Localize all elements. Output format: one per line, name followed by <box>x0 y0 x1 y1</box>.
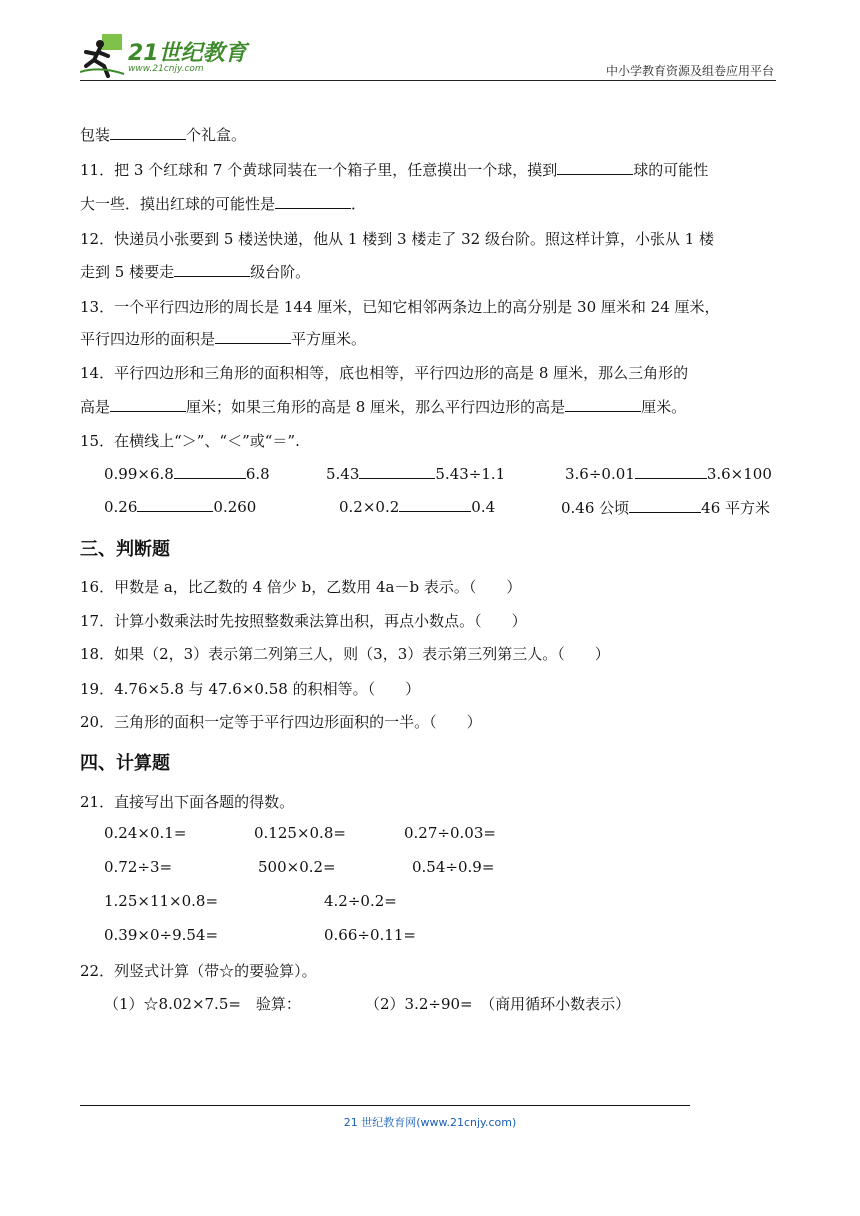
answer-blank <box>110 125 186 140</box>
calc-item: 0.24×0.1= <box>104 824 187 842</box>
text: 高是 <box>80 398 111 416</box>
site-logo <box>80 30 250 80</box>
compare-item <box>104 464 270 483</box>
question-19: 19．4.76×5.8 与 47.6×0.58 的积相等。（ ） <box>80 680 421 698</box>
answer-blank <box>215 329 291 344</box>
question-22: 22．列竖式计算（带☆的要验算）。 <box>80 962 317 980</box>
answer-blank <box>174 464 246 479</box>
answer-blank <box>275 194 351 209</box>
answer-blank <box>110 397 186 412</box>
footer-text: 21 世纪教育网(www.21cnjy.com) <box>343 1116 517 1129</box>
question-13-line-1: 13．一个平行四边形的周长是 144 厘米，已知它相邻两条边上的高分别是 30 厘米和 24 厘米， <box>80 298 720 316</box>
question-12-line-1: 12．快递员小张要到 5 楼送快递，他从 1 楼到 3 楼走了 32 级台阶。照这样计算，小张从 1 楼 <box>80 230 715 248</box>
section-3-heading: 三、判断题 <box>80 539 170 560</box>
calc-item: 0.125×0.8= <box>254 824 346 842</box>
header-divider <box>80 80 776 81</box>
text: 厘米；如果三角形的高是 8 厘米，那么平行四边形的高是 <box>186 398 566 416</box>
calc-item: 4.2÷0.2= <box>324 892 397 910</box>
calc-item: 0.54÷0.9= <box>412 858 495 876</box>
answer-blank <box>137 497 213 512</box>
question-20: 20．三角形的面积一定等于平行四边形面积的一半。（ ） <box>80 713 482 731</box>
compare-item <box>339 497 495 516</box>
text: 大一些．摸出红球的可能性是 <box>80 195 276 213</box>
text: 包装 <box>80 126 111 144</box>
compare-item <box>104 497 256 516</box>
logo-url: www.21cnjy.com <box>128 64 204 74</box>
question-14-line-1: 14．平行四边形和三角形的面积相等，底也相等，平行四边形的高是 8 厘米，那么三角形的 <box>80 364 689 382</box>
answer-blank <box>629 498 701 513</box>
question-21: 21．直接写出下面各题的得数。 <box>80 793 295 811</box>
question-16: 16．甲数是 a，比乙数的 4 倍少 b，乙数用 4a－b 表示。（ ） <box>80 578 522 596</box>
compare-item <box>326 464 505 483</box>
compare-left: 5.43 <box>326 465 360 483</box>
answer-blank <box>557 160 633 175</box>
calc-item: 1.25×11×0.8= <box>104 892 219 910</box>
compare-right: 6.8 <box>245 465 270 483</box>
question-11-line-2 <box>80 193 366 214</box>
compare-left: 0.2×0.2 <box>339 498 400 516</box>
compare-left: 0.99×6.8 <box>104 465 174 483</box>
compare-right: 3.6×100 <box>706 465 772 483</box>
question-18: 18．如果（2，3）表示第二列第三人，则（3，3）表示第三列第三人。（ ） <box>80 645 610 663</box>
question-13-line-2 <box>80 328 366 349</box>
compare-right: 0.260 <box>213 498 257 516</box>
text: 级台阶。 <box>250 263 311 281</box>
compare-left: 0.46 公顷 <box>561 499 630 517</box>
calc-item: 0.66÷0.11= <box>324 926 416 944</box>
compare-right: 0.4 <box>471 498 496 516</box>
text: ． <box>351 195 367 213</box>
question-22-part-1: （1）☆8.02×7.5= 验算： <box>104 995 301 1013</box>
question-11-line-1 <box>80 159 708 180</box>
answer-blank <box>359 464 435 479</box>
compare-left: 0.26 <box>104 498 138 516</box>
compare-item <box>561 497 770 518</box>
answer-blank <box>635 464 707 479</box>
answer-blank <box>174 262 250 277</box>
calc-item: 500×0.2= <box>258 858 336 876</box>
calc-item: 0.39×0÷9.54= <box>104 926 219 944</box>
question-14-line-2 <box>80 396 686 417</box>
answer-blank <box>565 397 641 412</box>
question-22-part-2: （2）3.2÷90= （商用循环小数表示） <box>365 995 631 1013</box>
answer-blank <box>399 497 471 512</box>
text: 厘米。 <box>641 398 687 416</box>
header-platform-text: 中小学教育资源及组卷应用平台 <box>605 64 774 78</box>
question-15: 15．在横线上“＞”、“＜”或“＝”. <box>80 432 300 450</box>
compare-left: 3.6÷0.01 <box>565 465 635 483</box>
compare-right: 5.43÷1.1 <box>435 465 506 483</box>
calc-item: 0.72÷3= <box>104 858 173 876</box>
text: 球的可能性 <box>633 161 709 179</box>
compare-right: 46 平方米 <box>701 499 771 517</box>
logo-brand: 21世纪教育 <box>128 41 247 66</box>
text: 11．把 3 个红球和 7 个黄球同装在一个箱子里，任意摸出一个球，摸到 <box>80 161 558 179</box>
question-12-line-2 <box>80 261 310 282</box>
calc-item: 0.27÷0.03= <box>404 824 496 842</box>
question-17: 17．计算小数乘法时先按照整数乘法算出积，再点小数点。（ ） <box>80 612 527 630</box>
footer-divider <box>80 1105 690 1106</box>
text: 平行四边形的面积是 <box>80 330 216 348</box>
text: 平方厘米。 <box>291 330 367 348</box>
runner-logo-icon <box>80 32 126 78</box>
section-4-heading: 四、计算题 <box>80 753 170 774</box>
text: 个礼盒。 <box>186 126 247 144</box>
text: 走到 5 楼要走 <box>80 263 175 281</box>
text-line <box>80 124 246 145</box>
compare-item <box>565 464 772 483</box>
